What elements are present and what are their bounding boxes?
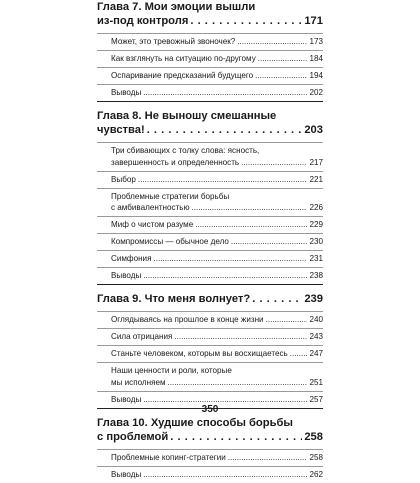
chapter-title-row [97, 14, 323, 28]
chapter-7 [97, 0, 323, 102]
entry-page-number: 231 [309, 254, 323, 263]
chapter-page-number: 203 [304, 124, 323, 136]
entry-title: Проблемные копинг-стратегии [111, 452, 226, 462]
dot-leader [237, 36, 307, 48]
entry-title-line: мы исполняем [111, 377, 166, 387]
entry-page-number: 238 [309, 271, 323, 280]
entry-title: Станьте человеком, которым вы восхищаетесь [111, 349, 288, 358]
entry-title-row [111, 157, 323, 169]
entry-title-row [111, 202, 323, 214]
entry-title: Компромиссы — обычное дело [111, 237, 229, 246]
toc-entry [97, 345, 323, 362]
entry-title: Выводы [111, 469, 142, 479]
chapter-page-number: 258 [304, 430, 323, 443]
entry-page-number: 251 [309, 377, 323, 387]
toc-entry [97, 233, 323, 250]
dot-leader [138, 174, 308, 186]
chapter-title-row [97, 430, 323, 444]
dot-leader [258, 53, 308, 65]
dot-leader [153, 253, 307, 265]
entry-title: Выводы [111, 88, 142, 97]
dot-leader [290, 348, 308, 360]
dot-leader [170, 430, 302, 444]
entry-title-line: Наши ценности и роли, которые [111, 366, 232, 375]
dot-leader [266, 314, 308, 326]
entry-title: Сила отрицания [111, 332, 173, 341]
chapter-8 [97, 102, 323, 285]
toc-entry [97, 50, 323, 67]
page-number: 350 [201, 404, 219, 415]
entry-page-number: 243 [309, 332, 323, 341]
entry-title: Оглядываясь на прошлое в конце жизни [111, 315, 264, 324]
toc-entry [97, 171, 323, 188]
entry-page-number: 262 [309, 469, 323, 479]
entry-title: Выводы [111, 271, 142, 280]
entry-title-line: с амбивалентностью [111, 203, 190, 212]
entry-page-number: 230 [309, 237, 323, 246]
entry-page-number: 258 [309, 452, 323, 462]
entry-page-number: 202 [309, 88, 323, 97]
toc-entry [97, 84, 323, 101]
entry-title: Миф о чистом разуме [111, 220, 194, 229]
toc-entry [97, 466, 323, 483]
dot-leader [228, 452, 308, 464]
toc-entry [97, 267, 323, 284]
entry-title-row [111, 377, 323, 389]
dot-leader [190, 14, 302, 28]
toc-entry [97, 250, 323, 267]
toc-entry [97, 33, 323, 50]
chapter-heading [97, 102, 323, 142]
entry-page-number: 257 [309, 394, 323, 404]
entry-page-number: 221 [309, 174, 323, 184]
entry-title: Выбор [111, 174, 136, 184]
dot-leader [143, 469, 307, 481]
toc-entry [97, 449, 323, 466]
entry-title: Симфония [111, 254, 152, 263]
entry-page-number: 226 [309, 203, 323, 212]
entry-title-line: Три сбивающих с толку слова: ясность, [111, 146, 260, 155]
entry-page-number: 229 [309, 220, 323, 229]
entry-page-number: 240 [309, 315, 323, 324]
entry-page-number: 247 [309, 349, 323, 358]
toc-entry [97, 67, 323, 84]
chapter-title-line: Глава 7. Мои эмоции вышли [97, 1, 256, 13]
chapter-page-number: 171 [304, 15, 323, 27]
chapter-9 [97, 285, 323, 409]
dot-leader [195, 219, 307, 231]
chapter-title-row [97, 292, 323, 306]
toc-entry [97, 142, 323, 171]
chapter-page-number: 239 [304, 293, 323, 305]
entry-title: Оспаривание предсказаний будущего [111, 71, 254, 80]
toc-entry [97, 362, 323, 391]
entry-title: Выводы [111, 394, 142, 404]
dot-leader [252, 292, 302, 306]
dot-leader [231, 236, 308, 248]
toc-entry [97, 311, 323, 328]
dot-leader [143, 87, 307, 99]
chapter-title-row [97, 123, 323, 137]
toc-entry [97, 216, 323, 233]
toc-entry [97, 188, 323, 217]
entry-title-line: Проблемные стратегии борьбы [111, 191, 230, 201]
dot-leader [168, 377, 308, 389]
entry-page-number: 194 [309, 71, 323, 80]
chapter-title-line: Глава 8. Не выношу смешанные [97, 110, 277, 122]
chapter-heading [97, 285, 323, 311]
chapter-title-line: Глава 9. Что меня волнует? [97, 293, 251, 305]
dot-leader [241, 157, 307, 169]
chapter-title-line: чувства! [97, 124, 145, 136]
dot-leader [143, 270, 307, 282]
entry-title: Как взглянуть на ситуацию по-другому [111, 54, 256, 63]
entry-page-number: 217 [309, 157, 323, 167]
toc-entry [97, 328, 323, 345]
entry-title: Может, это тревожный звоночек? [111, 37, 236, 46]
dot-leader [255, 70, 307, 82]
dot-leader [192, 202, 308, 214]
dot-leader [147, 123, 303, 137]
entry-page-number: 184 [309, 54, 323, 63]
dot-leader [174, 331, 307, 343]
entry-title-line: завершенность и определенность [111, 157, 240, 167]
entry-page-number: 173 [309, 37, 323, 46]
chapter-title-line: из-под контроля [97, 15, 189, 27]
chapter-title-line: Глава 10. Худшие способы борьбы [97, 416, 293, 429]
chapter-title-line: с проблемой [97, 430, 169, 443]
chapter-heading [97, 0, 323, 33]
